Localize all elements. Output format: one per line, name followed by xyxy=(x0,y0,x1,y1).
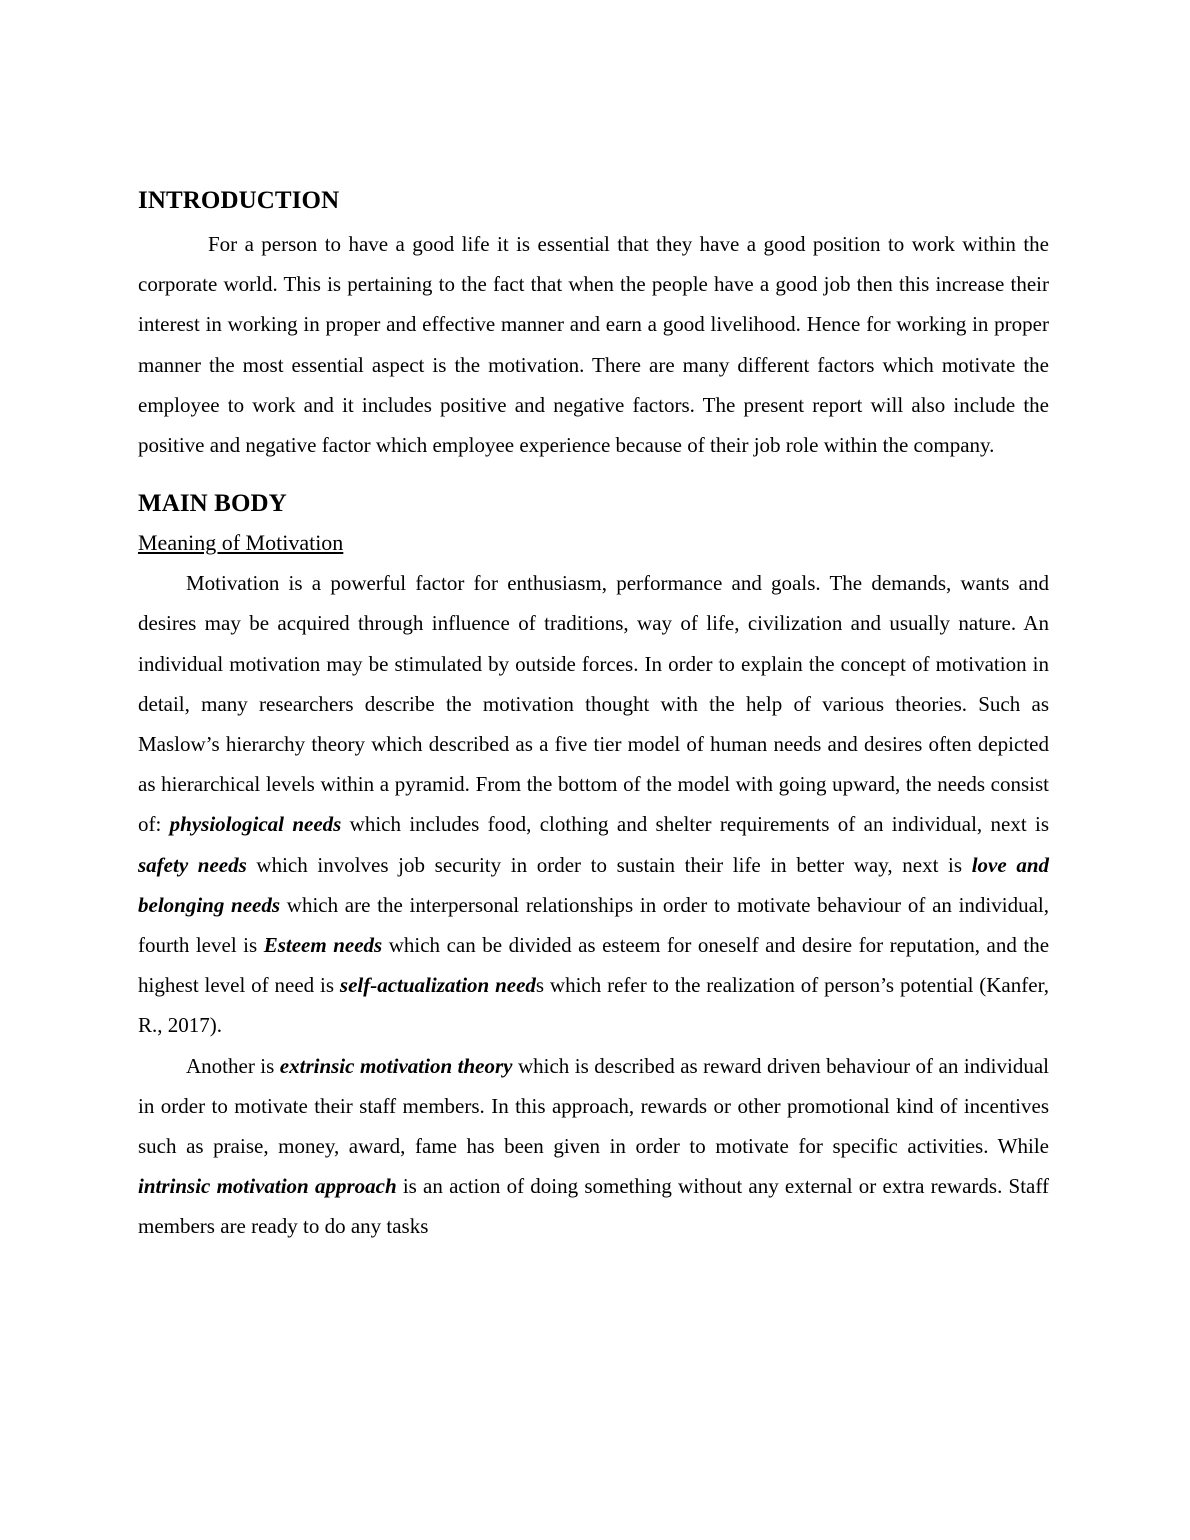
emphasized-term: safety needs xyxy=(138,852,247,877)
section-heading-main-body: MAIN BODY xyxy=(138,490,287,518)
emphasized-term: self-actualization need xyxy=(339,973,536,998)
paragraph-introduction: For a person to have a good life it is essential that they have a good position to work within the corporate world. This is pertaining to the fact that when the people have a good job then this increase their interest in working in proper and effective manner and earn a good livelihood. Hence for working in proper manner the most essential aspect is the motivation. There are many different factors which motivate the employee to work and it includes positive and negative factors. The present report will also include the positive and negative factor which employee experience because of their job role within the company. xyxy=(138,232,1049,458)
paragraph-extrinsic-intrinsic-motivation: Another is extrinsic motivation theory which is described as reward driven behaviour of an individual in order to motivate their staff members. In this approach, rewards or other promotional kind of incentives such as praise, money, award, fame has been given in order to motivate for specific activities. While intrinsic motivation approach is an action of doing something without any external or extra rewards. Staff members are ready to do any tasks xyxy=(138,1053,1049,1239)
emphasized-term: intrinsic motivation approach xyxy=(138,1174,397,1199)
emphasized-term: love and belonging needs xyxy=(138,852,1050,917)
emphasized-term: extrinsic motivation theory xyxy=(279,1053,513,1078)
section-heading-introduction: INTRODUCTION xyxy=(138,187,340,214)
document-body xyxy=(138,186,1049,1247)
sub-heading-meaning-of-motivation: Meaning of Motivation xyxy=(138,530,344,556)
emphasized-term: physiological needs xyxy=(169,812,342,837)
paragraph-meaning-of-motivation: Motivation is a powerful factor for enthusiasm, performance and goals. The demands, wants and desires may be acquired through influence of traditions, way of life, civilization and usually nature. An individual motivation may be stimulated by outside forces. In order to explain the concept of motivation in detail, many researchers describe the motivation thought with the help of various theories. Such as Maslow’s hierarchy theory which described as a five tier model of human needs and desires often depicted as hierarchical levels within a pyramid. From the bottom of the model with going upward, the needs consist of: physiological needs which includes food, clothing and shelter requirements of an individual, next is safety needs which involves job security in order to sustain their life in better way, next is love and belonging needs which are the interpersonal relationships in order to motivate behaviour of an individual, fourth level is Esteem needs which can be divided as esteem for oneself and desire for reputation, and the highest level of need is self-actualization needs which refer to the realization of person’s potential (Kanfer, R., 2017). xyxy=(138,571,1050,1038)
emphasized-term: Esteem needs xyxy=(263,933,383,958)
